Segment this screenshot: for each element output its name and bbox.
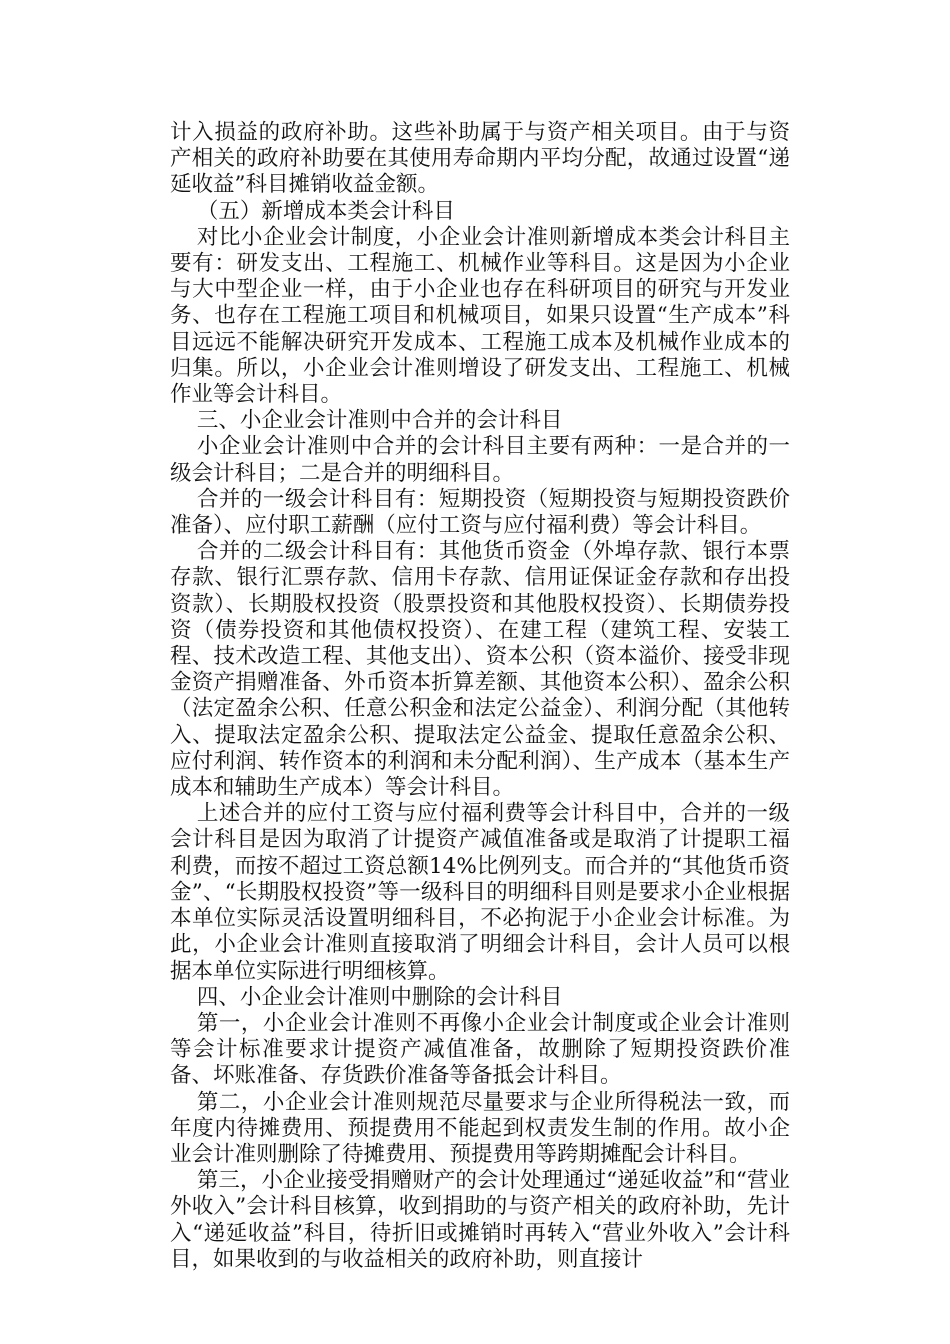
paragraph-merged-second-level: 合并的二级会计科目有：其他货币资金（外埠存款、银行本票存款、银行汇票存款、信用卡存款、信用证保证金存款和存出投资款）、长期股权投资（股票投资和其他股权投资）、长期债券投资（债券投资和其他债权投资）、在建工程（建筑工程、安装工程、技术改造工程、其他支出）、资本公积（资本溢价、接受非现金资产捐赠准备、外币资本折算差额、其他资本公积）、盈余公积（法定盈余公积、任意公积金和法定公益金）、利润分配（其他转入、提取法定盈余公积、提取法定公益金、提取任意盈余公积、应付利润、转作资本的利润和未分配利润）、生产成本（基本生产成本和辅助生产成本）等会计科目。	[170, 539, 790, 801]
paragraph-new-cost-accounts: 对比小企业会计制度，小企业会计准则新增成本类会计科目主要有：研发支出、工程施工、机械作业等科目。这是因为小企业与大中型企业一样，由于小企业也存在科研项目的研究与开发业务、也存在工程施工项目和机械项目，如果只设置“生产成本”科目远远不能解决研究开发成本、工程施工成本及机械作业成本的归集。所以，小企业会计准则增设了研发支出、工程施工、机械作业等会计科目。	[170, 224, 790, 408]
paragraph-deleted-first: 第一，小企业会计准则不再像小企业会计制度或企业会计准则等会计标准要求计提资产减值准备，故删除了短期投资跌价准备、坏账准备、存货跌价准备等备抵会计科目。	[170, 1010, 790, 1089]
paragraph-deleted-second: 第二，小企业会计准则规范尽量要求与企业所得税法一致，而年度内待摊费用、预提费用不能起到权责发生制的作用。故小企业会计准则删除了待摊费用、预提费用等跨期摊配会计科目。	[170, 1089, 790, 1167]
heading-deleted-accounts: 四、小企业会计准则中删除的会计科目	[196, 984, 563, 1010]
paragraph-merged-accounts-intro: 小企业会计准则中合并的会计科目主要有两种：一是合并的一级会计科目；二是合并的明细科目。	[170, 434, 790, 486]
document-body	[170, 120, 790, 1273]
paragraph-deleted-third: 第三，小企业接受捐赠财产的会计处理通过“递延收益”和“营业外收入”会计科目核算，收到捐助的与资产相关的政府补助，先计入“递延收益”科目，待折旧或摊销时再转入“营业外收入”会计科目，如果收到的与收益相关的政府补助，则直接计	[170, 1168, 790, 1272]
paragraph-merged-first-level: 合并的一级会计科目有：短期投资（短期投资与短期投资跌价准备）、应付职工薪酬（应付工资与应付福利费）等会计科目。	[170, 486, 790, 539]
paragraph-government-subsidy-continued: 计入损益的政府补助。这些补助属于与资产相关项目。由于与资产相关的政府补助要在其使用寿命期内平均分配，故通过设置“递延收益”科目摊销收益金额。	[170, 120, 790, 198]
heading-new-cost-accounts: （五）新增成本类会计科目	[196, 198, 455, 224]
heading-merged-accounts: 三、小企业会计准则中合并的会计科目	[196, 408, 563, 434]
paragraph-merged-explanation: 上述合并的应付工资与应付福利费等会计科目中，合并的一级会计科目是因为取消了计提资产减值准备或是取消了计提职工福利费，而按不超过工资总额14%比例列支。而合并的“其他货币资金”、“长期股权投资”等一级科目的明细科目则是要求小企业根据本单位实际灵活设置明细科目，不必拘泥于小企业会计标准。为此，小企业会计准则直接取消了明细会计科目，会计人员可以根据本单位实际进行明细核算。	[170, 801, 790, 984]
